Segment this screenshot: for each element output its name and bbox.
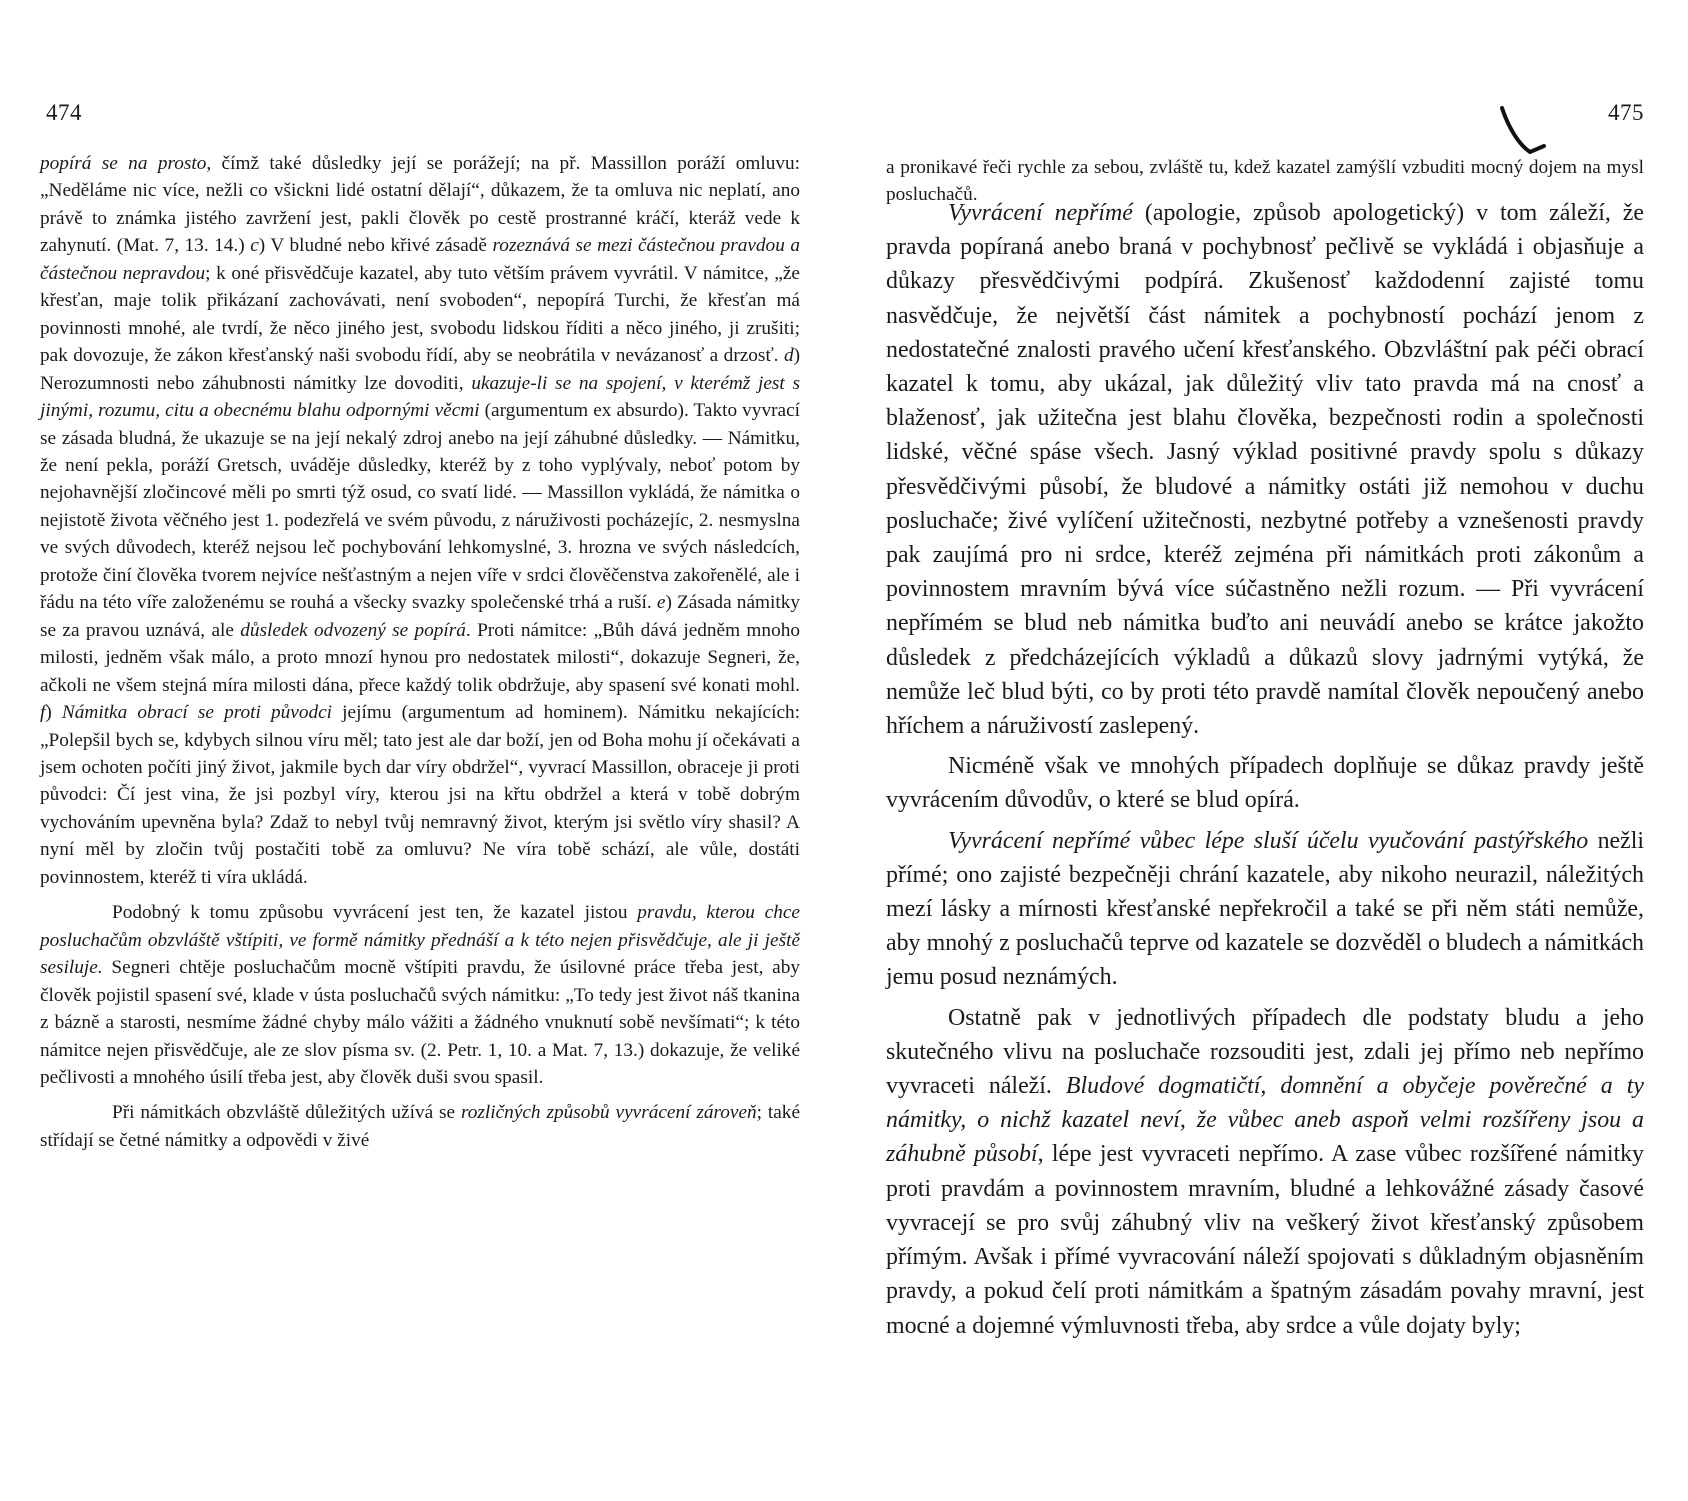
text-run: nežli přímé; ono zajisté bezpečněji chrání kazatele, aby nikoho neurazil, náležitých mezí lásky a mírnosti křesťanské nepřekročil a také se při něm státi nemůže, aby mnohý z posluchačů teprve od kazatele se dozvěděl o bludech a námitkách jemu posud neznámých. bbox=[886, 827, 1644, 991]
italic-run: popírá se na prosto bbox=[40, 153, 207, 174]
paragraph bbox=[886, 196, 1644, 743]
page-number-left: 474 bbox=[46, 100, 82, 125]
text-run: , čímž také důsledky její se porážejí; na př. Massillon poráží omluvu: „Neděláme nic více, nežli co všickni lidé ostatní dělají“, důkazem, že ta omluva nic neplatí, ano právě to známka jistého zavržení jest, pakli člověk po cestě prostranné kráčí, kteráž vede k zahynutí. (Mat. 7, 13. 14.) bbox=[40, 153, 800, 257]
paragraph bbox=[886, 1001, 1644, 1343]
italic-run: rozličných způsobů vyvrácení zároveň bbox=[460, 1102, 757, 1124]
text-run: (apologie, způsob apologetický) v tom záleží, že pravda popíraná anebo braná v pochybnosť pečlivě se vykládá i objasňuje a důkazy přesvědčivými podpírá. Zkušenosť každodenní zajisté tomu nasvědčuje, že největší část námitek a pochybností pochází jenom z nedostatečné znalosti pravého učení křesťanského. Obzvláštní pak péči obrací kazatel k tomu, aby ukázal, jak důležitý vliv tato pravda má na cnosť a blaženosť, jak užitečna jest blahu člověka, bezpečnosti rodin a společnosti lidské, věčné spáse všech. Jasný výklad positivné pravdy spolu s důkazy přesvědčivými působí, že bludové a námitky ostáti již nemohou v duchu posluchače; živé vylíčení užitečnosti, nezbytné potřeby a vznešenosti pravdy pak zaujímá pro ni srdce, kteréž zejména při námitkách proti zákonům a povinnostem mravním bývá více súčastněno nežli rozum. — Při vyvrácení nepřímém se blud neb námitka buďto ani neuvádí anebo se krátce jakožto důsledek z předcházejících výkladů a důkazů slovy jadrnými vytýká, že nemůže leč blud býti, co by proti této pravdě namítal člověk nepoučený anebo hříchem a náruživostí zaslepený. bbox=[886, 200, 1644, 740]
text-run: ; také střídají se četné námitky a odpovědi v živé bbox=[40, 1102, 800, 1151]
italic-run: d bbox=[783, 345, 794, 367]
italic-run: e bbox=[656, 592, 666, 614]
text-run: Při námitkách obzvláště důležitých užívá se bbox=[112, 1102, 461, 1124]
italic-run: pravdu, kterou chce posluchačům obzvláště vštípiti, ve formě námitky přednáší a k této nejen přisvědčuje, ale ji ještě sesiluje. bbox=[40, 902, 800, 979]
paragraph bbox=[886, 824, 1644, 995]
text-run: (argumentum ex absurdo). Takto vyvrací se zásada bludná, že ukazuje se na její nekalý zdroj anebo na její záhubné důsledky. — Námitku, že není pekla, poráží Gretsch, uváděje důsledky, kteréž by z toho vyplývaly, neboť potom by nejohavnější zločincové měli po smrti týž osud, co svatí lidé. — Massillon vykládá, že námitka o nejistotě života věčného jest 1. podezřelá ve svém původu, z náruživosti pocházejíc, 2. nesmyslna ve svých důvodech, kteréž nejsou leč pochybování lehkomyslné, 3. hrozna ve svých následcích, protože činí člověka tvorem nejvíce nešťastným a nejen víře v srdci člověčenstva zakořenělé, ale i řádu na této víře založenému se rouhá a všecky svazky společenské trhá a ruší. bbox=[40, 400, 800, 614]
text-run: ) Nerozumnosti nebo záhubnosti námitky lze dovoditi, bbox=[40, 345, 800, 394]
paragraph bbox=[40, 899, 800, 1091]
text-run: ) bbox=[45, 702, 62, 724]
italic-run: c bbox=[250, 235, 259, 257]
text-run: Nicméně však ve mnohých případech doplňuje se důkaz pravdy ještě vyvrácením důvodův, o které se blud opírá. bbox=[886, 753, 1644, 814]
text-run: ) Zásada námitky se za pravou uznává, ale bbox=[40, 592, 800, 641]
text-run: . Proti námitce: „Bůh dává jedněm mnoho milosti, jedněm však málo, a proto mnozí hynou pro nedostatek milosti“, dokazuje Segneri, že, ačkoli ne všem stejná míra milosti dána, přece každý tolik obdržuje, aby spasení své konati mohl. bbox=[40, 619, 800, 696]
italic-run: Bludové dogmatičtí, domnění a obyčeje pověrečné a ty námitky, o nichž kazatel neví, že vůbec aneb aspoň velmi rozšířeny jsou a záhubně působí bbox=[886, 1073, 1644, 1168]
text-run: Ostatně pak v jednotlivých případech dle podstaty bludu a jeho skutečného vlivu na posluchače rozsouditi jest, zdali jej přímo neb nepřímo vyvraceti náleží. bbox=[886, 1004, 1644, 1100]
italic-run: rozeznává se mezi částečnou pravdou a částečnou nepravdou bbox=[40, 235, 801, 284]
pencil-mark-icon bbox=[1500, 106, 1546, 158]
continuation-paragraph: a pronikavé řeči rychle za sebou, zvláště tu, kdež kazatel zamýšlí vzbuditi mocný dojem na mysl posluchačů. bbox=[886, 157, 1644, 205]
text-run: , lépe jest vyvraceti nepřímo. A zase vůbec rozšířené námitky proti pravdám a povinnostem mravním, bludné a lehkovážné zásady časové vyvracejí se pro svůj záhubný vliv na veškerý život křesťanský způsobem přímým. Avšak i přímé vyvracování náleží spojovati s důkladným objasněním pravdy, a pokud čelí proti námitkám a špatným zásadám povahy mravní, jest mocné a dojemné výmluvnosti třeba, aby srdce a vůle dojaty byly; bbox=[886, 1141, 1644, 1339]
text-run: ) V bludné nebo křivé zásadě bbox=[258, 235, 493, 257]
paragraph bbox=[40, 1099, 800, 1154]
italic-run: Vyvrácení nepřímé bbox=[948, 200, 1133, 226]
paragraph bbox=[40, 150, 800, 891]
left-page-text bbox=[40, 150, 800, 1154]
paragraph bbox=[886, 749, 1644, 817]
italic-run: ukazuje-li se na spojení, v kterémž jest s jinými, rozumu, citu a obecnému blahu odpornými věcmi bbox=[40, 372, 801, 422]
italic-run: důsledek odvozený se popírá bbox=[240, 619, 466, 641]
text-run: ; k oné přisvědčuje kazatel, aby tuto větším právem vyvrátil. V námitce, „že křesťan, maje tolik přikázaní zachovávati, není svoboden“, nepopírá Turchi, že křesťan má povinnosti mnohé, ale tvrdí, že něco jiného jest, svobodu lidskou říditi a něco jiného, ji zrušiti; pak dovozuje, že zákon křesťanský naši svobodu řídí, aby se neobrátila v nevázanosť a drzosť. bbox=[40, 262, 800, 367]
italic-run: f bbox=[40, 702, 46, 724]
text-run: jejímu (argumentum ad hominem). Námitku nekajících: „Polepšil bych se, kdybych silnou víru měl; tato jest ale dar boží, jen od Boha mohu jí očekávati a jsem ochoten počíti jiný život, jakmile bych dar víry obdržel“, vyvrací Massillon, obraceje ji proti původci: Čí jest vina, že jsi pozbyl víry, kterou jsi na křtu obdržel a která v tobě dobrým vychováním upevněna byla? Zdaž to nebyl tvůj nemravný život, kterým jsi světlo víry shasil? A nyní měl by zločin tvůj postačiti tobě za omluvu? Ne víra tobě schází, ale vůle, dostáti povinnostem, kteréž ti víra ukládá. bbox=[40, 702, 800, 888]
page-number-right: 475 bbox=[1608, 100, 1644, 125]
text-run: Podobný k tomu způsobu vyvrácení jest ten, že kazatel jistou bbox=[112, 902, 638, 924]
italic-run: Námitka obrací se proti původci bbox=[61, 702, 333, 724]
italic-run: Vyvrácení nepřímé vůbec lépe sluší účelu vyučování pastýřského bbox=[948, 827, 1589, 854]
right-page-text bbox=[886, 190, 1644, 1343]
text-run: Segneri chtěje posluchačům mocně vštípiti pravdu, že úsilovné práce třeba jest, aby člověk pojistil spasení své, klade v ústa posluchačů svých námitku: „To tedy jest život náš tkanina z bázně a starosti, nesmíme žádné chyby málo vážiti a žádného vnuknutí sobě nevšímati“; k této námitce nejen přisvědčuje, ale ze slov písma sv. (2. Petr. 1, 10. a Mat. 7, 13.) dokazuje, že veliké pečlivosti a mnohého úsilí třeba jest, aby člověk duši svou spasil. bbox=[40, 957, 800, 1088]
